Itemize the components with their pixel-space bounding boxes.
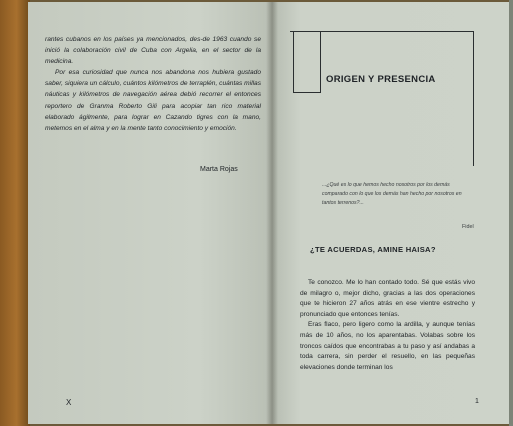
section-title: ¿TE ACUERDAS, AMINE HAISA? (310, 245, 436, 254)
left-page-body (45, 34, 261, 134)
page-number-right: 1 (475, 398, 479, 405)
right-page-body (300, 278, 475, 373)
author-signature: Marta Rojas (200, 166, 238, 173)
book-gutter (266, 2, 278, 424)
page-edge (509, 0, 513, 426)
chapter-title: ORIGEN Y PRESENCIA (326, 74, 436, 85)
right-paragraph: Eras flaco, pero ligero como la ardilla, y aunque tenías más de 10 años, no los aparentabas. Volabas sobre los troncos caídos que encontrabas a tu paso y así andabas a toda carrera, sin perder el resuello, en las pequeñas elevaciones donde terminan los (300, 321, 475, 371)
left-paragraph: Por esa curiosidad que nunca nos abandona nos hubiera gustado saber, siquiera un cálculo, cuántos kilómetros de terraplén, cuántas millas náuticas y kilómetros de navegación aérea debió recorrer el entonces reportero de Granma Roberto Gili para acopiar tan rico material elaborado ágilmente, para lograr en Cazando tigres con la mano, metemos en el alma y en la mente tanto conocimiento y emoción. (45, 69, 261, 132)
left-paragraph: rantes cubanos en los países ya mencionados, des-de 1963 cuando se inició la colaboración civil de Cuba con Argelia, en el sector de la medicina. (45, 36, 261, 66)
book-cover-edge (0, 0, 30, 426)
epigraph-author: Fidel (462, 224, 474, 230)
right-paragraph: Te conozco. Me lo han contado todo. Sé que estás vivo de milagro o, mejor dicho, gracias a las dos operaciones que te hicieron 27 años atrás en ese vientre estrecho y pronunciado que entonces tenías. (300, 279, 475, 318)
chapter-frame-bar (293, 31, 321, 93)
epigraph: ...¿Qué es lo que hemos hecho nosotros por los demás comparado con lo que los demás han hecho por nosotros en tantos terrenos?... (322, 182, 462, 206)
page-number-left: X (66, 398, 72, 407)
chapter-frame (290, 31, 474, 166)
